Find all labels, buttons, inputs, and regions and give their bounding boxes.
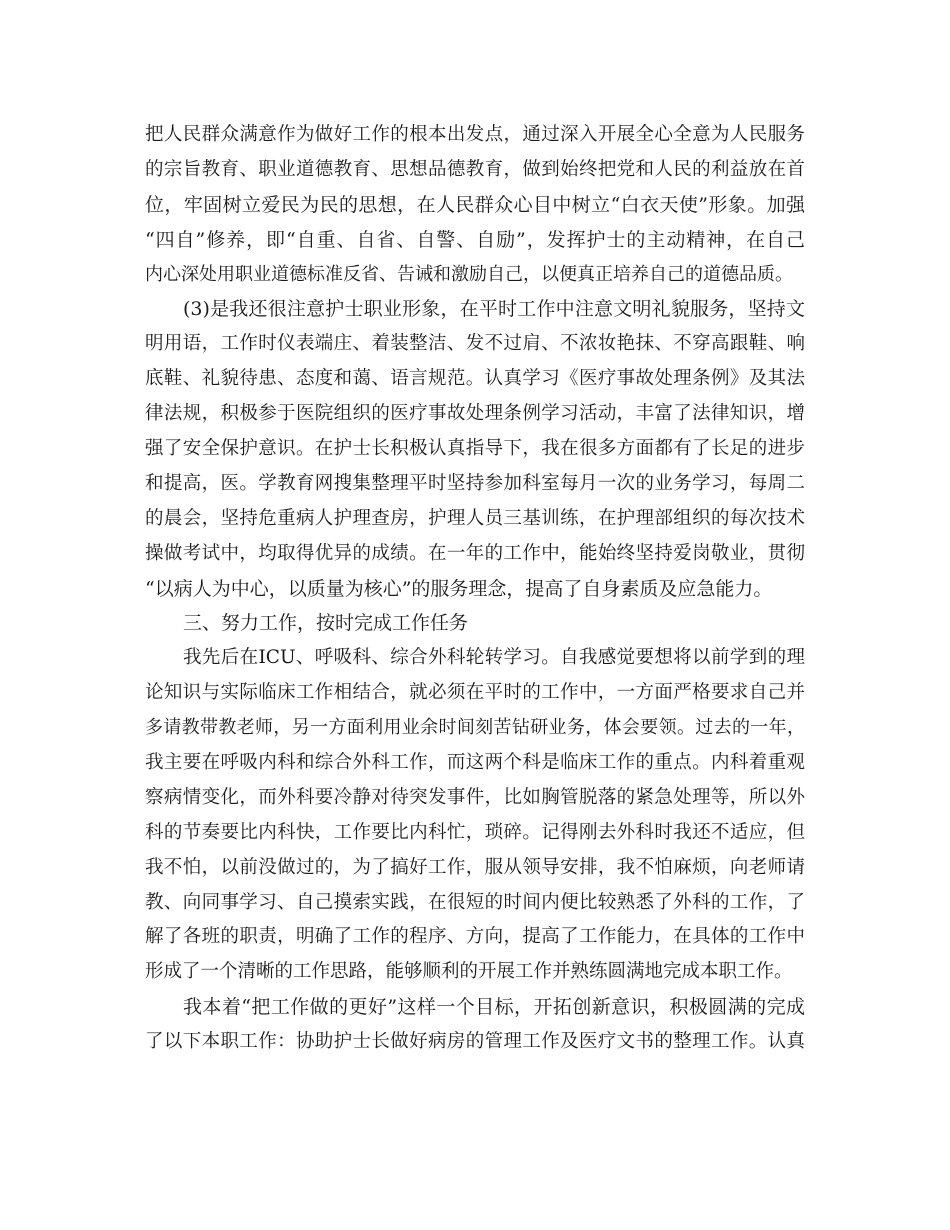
text-line: 律法规，积极参于医院组织的医疗事故处理条例学习活动，丰富了法律知识，增 xyxy=(145,403,805,425)
text-line: 多请教带教老师，另一方面利用业余时间刻苦钻研业务，体会要领。过去的一年， xyxy=(145,717,805,739)
text-line: 的晨会，坚持危重病人护理查房，护理人员三基训练，在护理部组织的每次技术 xyxy=(145,507,805,529)
text-line: 我不怕，以前没做过的，为了搞好工作，服从领导安排，我不怕麻烦，向老师请 xyxy=(145,856,805,878)
text-line: “以病人为中心，以质量为核心”的服务理念，提高了自身素质及应急能力。 xyxy=(145,577,773,600)
paragraph-first-line: (3)是我还很注意护士职业形象，在平时工作中注意文明礼貌服务，坚持文 xyxy=(183,298,805,321)
text-line: 论知识与实际临床工作相结合，就必须在平时的工作中，一方面严格要求自己并 xyxy=(145,682,805,704)
text-line: 教、向同事学习、自己摸索实践，在很短的时间内便比较熟悉了外科的工作，了 xyxy=(145,891,805,913)
text-line: 底鞋、礼貌待患、态度和蔼、语言规范。认真学习《医疗事故处理条例》及其法 xyxy=(145,368,805,390)
text-line: 我主要在呼吸内科和综合外科工作，而这两个科是临床工作的重点。内科着重观 xyxy=(145,752,805,774)
text-line: 了以下本职工作：协助护士长做好病房的管理工作及医疗文书的整理工作。认真 xyxy=(145,1031,805,1053)
section-heading: 三、努力工作，按时完成工作任务 xyxy=(183,612,469,635)
text-line: “四自”修养，即“自重、自省、自警、自励”，发挥护士的主动精神，在自己 xyxy=(145,228,805,251)
text-line: 解了各班的职责，明确了工作的程序、方向，提高了工作能力，在具体的工作中 xyxy=(145,926,805,948)
text-line: 操做考试中，均取得优异的成绩。在一年的工作中，能始终坚持爱岗敬业，贯彻 xyxy=(145,542,805,564)
text-line: 形成了一个清晰的工作思路，能够顺利的开展工作并熟练圆满地完成本职工作。 xyxy=(145,961,793,983)
text-line: 察病情变化，而外科要冷静对待突发事件，比如胸管脱落的紧急处理等，所以外 xyxy=(145,786,805,808)
text-line: 把人民群众满意作为做好工作的根本出发点，通过深入开展全心全意为人民服务 xyxy=(145,124,805,145)
paragraph-first-line: 我本着“把工作做的更好”这样一个目标，开拓创新意识，积极圆满的完成 xyxy=(183,996,805,1019)
text-line: 科的节奏要比内科快，工作要比内科忙，琐碎。记得刚去外科时我还不适应，但 xyxy=(145,821,805,843)
text-line: 明用语，工作时仪表端庄、着装整洁、发不过肩、不浓妆艳抹、不穿高跟鞋、响 xyxy=(145,333,805,355)
text-line: 位，牢固树立爱民为民的思想，在人民群众心目中树立“白衣天使”形象。加强 xyxy=(145,193,805,216)
paragraph-first-line: 我先后在ICU、呼吸科、综合外科轮转学习。自我感觉要想将以前学到的理 xyxy=(183,647,805,669)
text-line: 强了安全保护意识。在护士长积极认真指导下，我在很多方面都有了长足的进步 xyxy=(145,438,805,460)
text-line: 的宗旨教育、职业道德教育、思想品德教育，做到始终把党和人民的利益放在首 xyxy=(145,158,805,180)
document-body xyxy=(145,118,805,1060)
text-line: 和提高，医。学教育网搜集整理平时坚持参加科室每月一次的业务学习，每周二 xyxy=(145,472,805,494)
text-line: 内心深处用职业道德标准反省、告诫和激励自己，以便真正培养自己的道德品质。 xyxy=(145,263,793,285)
